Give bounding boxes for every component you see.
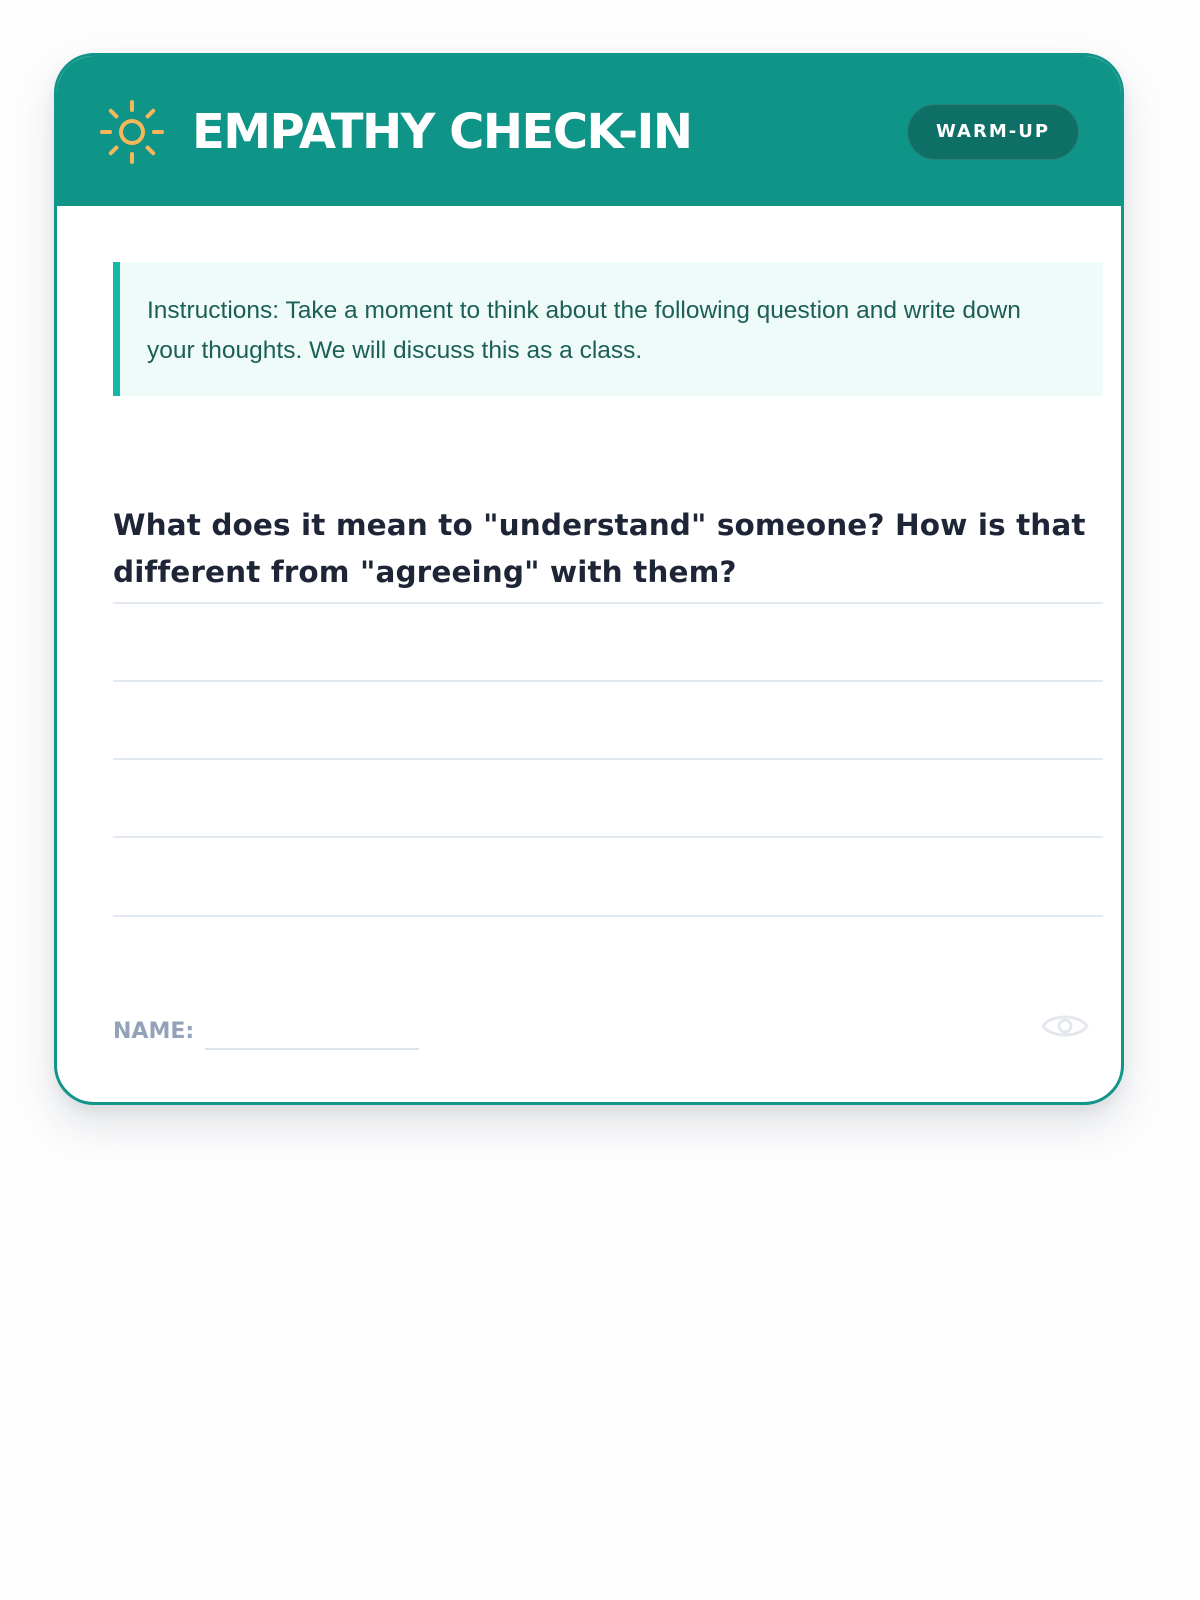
instructions-box: Instructions: Take a moment to think about the following question and write down your thoughts. We will discuss this as a class. bbox=[113, 262, 1103, 396]
worksheet-card bbox=[54, 53, 1124, 1105]
name-label: NAME: bbox=[113, 1019, 195, 1044]
sun-icon bbox=[99, 99, 165, 165]
question-prompt: What does it mean to "understand" someone? How is that different from "agreeing" with them? bbox=[113, 508, 1086, 589]
answer-line-2[interactable] bbox=[113, 680, 1103, 682]
card-header bbox=[57, 56, 1121, 206]
answer-line-4[interactable] bbox=[113, 836, 1103, 838]
name-field[interactable] bbox=[205, 1048, 419, 1050]
warm-up-badge: WARM-UP bbox=[907, 104, 1079, 160]
page-title: EMPATHY CHECK-IN bbox=[192, 104, 692, 160]
eye-icon bbox=[1040, 1006, 1090, 1046]
answer-line-1[interactable] bbox=[113, 602, 1103, 604]
answer-line-3[interactable] bbox=[113, 758, 1103, 760]
answer-line-5[interactable] bbox=[113, 915, 1103, 917]
